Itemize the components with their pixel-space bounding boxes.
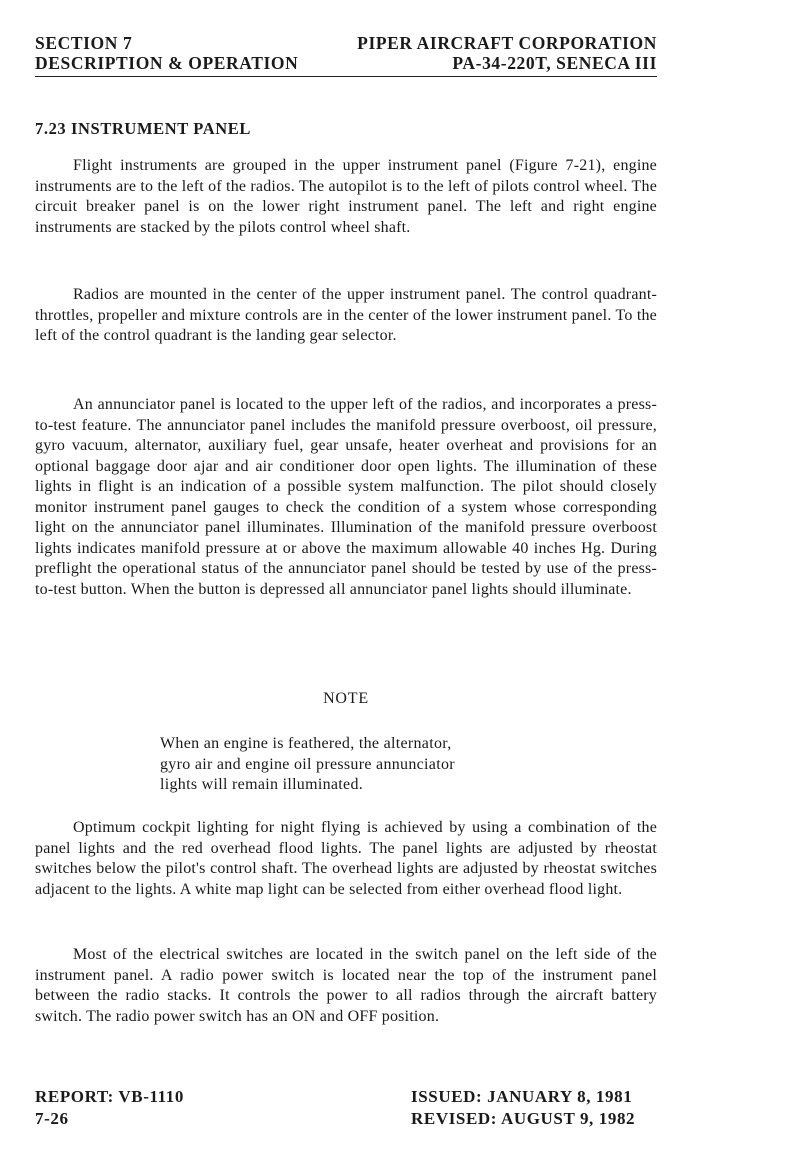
header-divider <box>35 76 657 77</box>
paragraph-radios <box>35 285 657 347</box>
note-text <box>160 734 550 796</box>
paragraph-text: An annunciator panel is located to the upper left of the radios, and incorporates a press-to-test feature. The annunciator panel includes the manifold pressure overboost, oil pressure, gyro vacuum, alternator, auxiliary fuel, gear unsafe, heater overheat and provisions for an optional baggage door ajar and air conditioner door open lights. The illumination of these lights in flight is an indication of a possible system malfunction. The pilot should closely monitor instrument panel gauges to check the condition of a system whose corresponding light on the annunciator panel illuminates. Illumination of the manifold pressure overboost lights indicates manifold pressure at or above the maximum allowable 40 inches Hg. During preflight the operational status of the annunciator panel should be tested by use of the press-to-test button. When the button is depressed all annunciator panel lights should illuminate. <box>35 396 657 598</box>
page-header-left <box>35 33 298 73</box>
aircraft-model: PA-34-220T, SENECA III <box>452 53 657 73</box>
section-name: DESCRIPTION & OPERATION <box>35 53 299 73</box>
paragraph-flight-instruments <box>35 156 657 238</box>
note-line: When an engine is feathered, the alternator, <box>160 735 452 752</box>
note-line: gyro air and engine oil pressure annunciator <box>160 755 455 773</box>
page-footer-left <box>35 1086 184 1130</box>
paragraph-text: Optimum cockpit lighting for night flying is achieved by using a combination of the panel lights and the red overhead flood lights. The panel lights are adjusted by rheostat switches below the pilot's control shaft. The overhead lights are adjusted by rheostat switches adjacent to the lights. A white map light can be selected from either overhead flood light. <box>35 819 657 898</box>
revised-date: REVISED: AUGUST 9, 1982 <box>411 1109 636 1128</box>
paragraph-text: Flight instruments are grouped in the upper instrument panel (Figure 7-21), engine instruments are to the left of the radios. The autopilot is to the left of pilots control wheel. The circuit breaker panel is on the lower right instrument panel. The left and right engine instruments are stacked by the pilots control wheel shaft. <box>35 157 657 236</box>
report-number: REPORT: VB-1110 <box>35 1087 184 1106</box>
page-footer-right <box>411 1086 635 1130</box>
paragraph-electrical-switches <box>35 945 657 1027</box>
company-name: PIPER AIRCRAFT CORPORATION <box>357 33 657 53</box>
note-line: lights will remain illuminated. <box>160 776 364 793</box>
paragraph-annunciator <box>35 395 657 600</box>
section-number: SECTION 7 <box>35 33 133 53</box>
note-heading: NOTE <box>323 690 369 707</box>
paragraph-text: Most of the electrical switches are located in the switch panel on the left side of the instrument panel. A radio power switch is located near the top of the instrument panel between the radio stacks. It controls the power to all radios through the aircraft battery switch. The radio power switch has an ON and OFF position. <box>35 946 657 1025</box>
paragraph-text: Radios are mounted in the center of the upper instrument panel. The control quadrant-throttles, propeller and mixture controls are in the center of the lower instrument panel. To the left of the control quadrant is the landing gear selector. <box>35 286 657 344</box>
page-number: 7-26 <box>35 1109 69 1128</box>
paragraph-cockpit-lighting <box>35 818 657 900</box>
section-heading: 7.23 INSTRUMENT PANEL <box>35 119 251 138</box>
page-header-right <box>357 33 657 73</box>
issued-date: ISSUED: JANUARY 8, 1981 <box>411 1087 633 1106</box>
